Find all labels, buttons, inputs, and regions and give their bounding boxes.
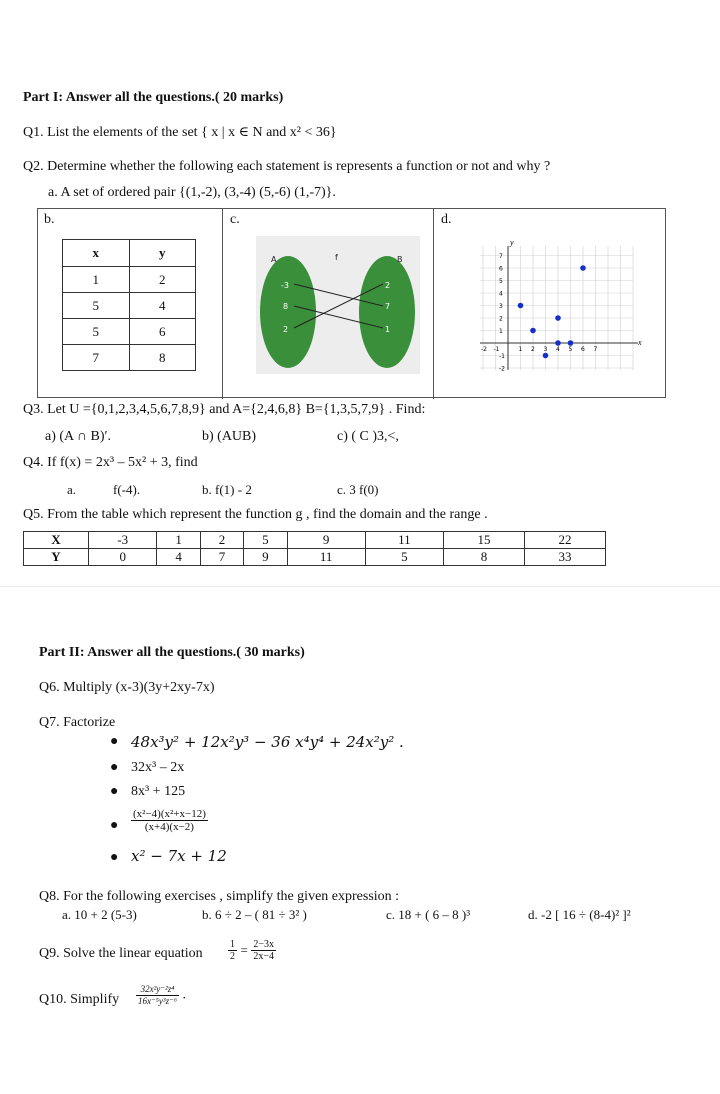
- q7-item-4-denominator: (x+4)(x−2): [144, 821, 194, 833]
- x-axis-label: x: [638, 338, 642, 347]
- graph-points: [518, 265, 586, 358]
- label-c: c.: [230, 212, 240, 227]
- table-q5-x-cell: -3: [89, 532, 157, 549]
- label-b: b.: [44, 212, 55, 227]
- q7-item-3: 8x³ + 125: [131, 784, 186, 799]
- table-q5-x-label: X: [24, 532, 89, 549]
- range-ellipse: [359, 256, 415, 368]
- q9-rhs-numerator: 2−3x: [253, 939, 274, 950]
- question-5: Q5. From the table which represent the function g , find the domain and the range .: [23, 507, 488, 522]
- table-b-cell: 6: [129, 319, 196, 345]
- y-tick-label: 2: [499, 315, 503, 323]
- table-q5-x-cell: 22: [524, 532, 605, 549]
- x-tick-label: 4: [556, 346, 560, 353]
- graph-ticks: [481, 253, 598, 373]
- q7-item-5: x² − 7x + 12: [131, 847, 227, 865]
- question-9: Q9. Solve the linear equation: [39, 946, 203, 961]
- q10-numerator: 32x²y⁻²z⁴: [136, 984, 179, 996]
- table-q5-x-cell: 5: [244, 532, 287, 549]
- q7-item-4-numerator: (x²−4)(x²+x−12): [133, 808, 206, 820]
- table-q5-x-cell: 15: [444, 532, 525, 549]
- label-function-f: f: [335, 253, 338, 262]
- table-q5-y-cell: 9: [244, 549, 287, 566]
- q4-part-a: f(-4).: [113, 482, 141, 497]
- x-tick-label: -2: [481, 346, 487, 353]
- graph-point: [518, 303, 524, 309]
- question-1: Q1. List the elements of the set { x | x ∈ N and x² < 36}: [23, 125, 337, 140]
- domain-element: -3: [281, 281, 289, 290]
- table-b-cell: 8: [129, 345, 196, 371]
- bullet-icon: ●: [110, 734, 119, 749]
- q9-equation: [228, 939, 276, 962]
- q4-part-b: b. f(1) - 2: [202, 482, 252, 497]
- q3-part-c: c) ( C )3,<,: [337, 429, 399, 444]
- mapping-diagram: [256, 236, 420, 374]
- bullet-icon: ●: [110, 818, 119, 833]
- y-axis-label: y: [510, 238, 514, 247]
- question-4: Q4. If f(x) = 2x³ – 5x² + 3, find: [23, 455, 198, 470]
- question-7: Q7. Factorize: [39, 715, 116, 730]
- table-q5-x-cell: 2: [200, 532, 243, 549]
- coordinate-graph: [468, 236, 648, 378]
- table-b-header-y: y: [129, 240, 196, 267]
- graph-point: [530, 328, 536, 334]
- graph-point: [568, 340, 574, 346]
- table-b: [62, 239, 196, 371]
- y-tick-label: -2: [499, 365, 505, 373]
- table-q5-y-cell: 0: [89, 549, 157, 566]
- table-q5-y-cell: 8: [444, 549, 525, 566]
- x-tick-label: 2: [531, 346, 535, 353]
- domain-element: 8: [283, 302, 289, 311]
- graph-point: [543, 353, 549, 359]
- question-8: Q8. For the following exercises , simplify the given expression :: [39, 889, 400, 904]
- q10-period: .: [182, 987, 186, 1003]
- table-q5: [23, 531, 606, 566]
- table-q5-y-cell: 5: [365, 549, 443, 566]
- domain-element: 2: [283, 325, 289, 334]
- label-set-a: A: [271, 255, 277, 264]
- domain-ellipse: [260, 256, 316, 368]
- question-6: Q6. Multiply (x-3)(3y+2xy-7x): [39, 680, 215, 695]
- table-q5-y-label: Y: [24, 549, 89, 566]
- graph-point: [555, 340, 561, 346]
- q7-item-2: 32x³ – 2x: [131, 760, 185, 775]
- bullet-icon: ●: [110, 760, 119, 775]
- bullet-icon: ●: [110, 784, 119, 799]
- table-q5-y-cell: 11: [287, 549, 365, 566]
- table-b-cell: 2: [129, 267, 196, 293]
- graph-point: [555, 315, 561, 321]
- x-tick-label: 3: [543, 346, 548, 353]
- y-tick-label: 3: [499, 303, 503, 310]
- q8-part-b: b. 6 ÷ 2 – ( 81 ÷ 3² ): [202, 907, 307, 922]
- table-b-cell: 5: [63, 293, 130, 319]
- graph-point: [580, 265, 586, 271]
- label-set-b: B: [397, 255, 403, 264]
- x-tick-label: 1: [518, 346, 523, 353]
- q8-part-a: a. 10 + 2 (5-3): [62, 907, 137, 922]
- q9-equals: =: [240, 942, 248, 958]
- question-10: Q10. Simplify: [39, 992, 120, 1007]
- table-b-cell: 7: [63, 345, 130, 371]
- y-tick-label: 4: [499, 290, 503, 298]
- table-b-cell: 1: [63, 267, 130, 293]
- range-element: 1: [385, 325, 391, 334]
- page-separator: [0, 586, 720, 587]
- q9-lhs-numerator: 1: [230, 939, 235, 950]
- x-tick-label: 5: [568, 346, 573, 353]
- y-tick-label: 6: [499, 265, 503, 273]
- q7-item-1: 48x³y² + 12x²y³ − 36 x⁴y⁴ + 24x²y² .: [131, 733, 404, 751]
- q8-part-c: c. 18 + ( 6 – 8 )³: [386, 907, 471, 922]
- q4-part-a-label: a.: [67, 482, 77, 497]
- part2-title: Part II: Answer all the questions.( 30 marks): [39, 645, 305, 660]
- table-q5-x-cell: 1: [157, 532, 200, 549]
- range-element: 7: [385, 302, 391, 311]
- q9-lhs-denominator: 2: [230, 951, 235, 962]
- y-tick-label: -1: [499, 353, 505, 360]
- table-b-cell: 4: [129, 293, 196, 319]
- q3-part-a: a) (A ∩ B)′.: [45, 429, 112, 444]
- table-q5-y-cell: 33: [524, 549, 605, 566]
- q7-item-4: [131, 808, 208, 833]
- table-q5-x-cell: 9: [287, 532, 365, 549]
- x-tick-label: 6: [581, 346, 585, 353]
- q3-part-b: b) (AUB): [202, 429, 257, 444]
- range-element: 2: [385, 281, 391, 290]
- q8-part-d: d. -2 [ 16 ÷ (8-4)² ]²: [528, 907, 631, 922]
- y-tick-label: 7: [499, 253, 503, 260]
- table-q5-y-cell: 7: [200, 549, 243, 566]
- x-tick-label: -1: [493, 346, 500, 353]
- table-b-header-x: x: [63, 240, 130, 267]
- question-2: Q2. Determine whether the following each statement is represents a function or not and why ?: [23, 159, 551, 174]
- table-q5-y-cell: 4: [157, 549, 200, 566]
- label-d: d.: [441, 212, 452, 227]
- table-b-cell: 5: [63, 319, 130, 345]
- y-tick-label: 1: [499, 328, 503, 335]
- table-q5-x-cell: 11: [365, 532, 443, 549]
- bullet-icon: ●: [110, 850, 119, 865]
- question-3: Q3. Let U ={0,1,2,3,4,5,6,7,8,9} and A={2,4,6,8} B={1,3,5,7,9} . Find:: [23, 402, 426, 417]
- q4-part-c: c. 3 f(0): [337, 482, 379, 497]
- q10-denominator: 16x⁻⁵y³z⁻⁶: [138, 996, 177, 1006]
- x-tick-label: 7: [593, 346, 598, 353]
- q10-expression: [136, 984, 186, 1007]
- y-tick-label: 5: [499, 278, 503, 285]
- question-2a: a. A set of ordered pair {(1,-2), (3,-4) (5,-6) (1,-7)}.: [48, 185, 336, 200]
- part1-title: Part I: Answer all the questions.( 20 marks): [23, 90, 284, 105]
- q9-rhs-denominator: 2x−4: [253, 951, 274, 962]
